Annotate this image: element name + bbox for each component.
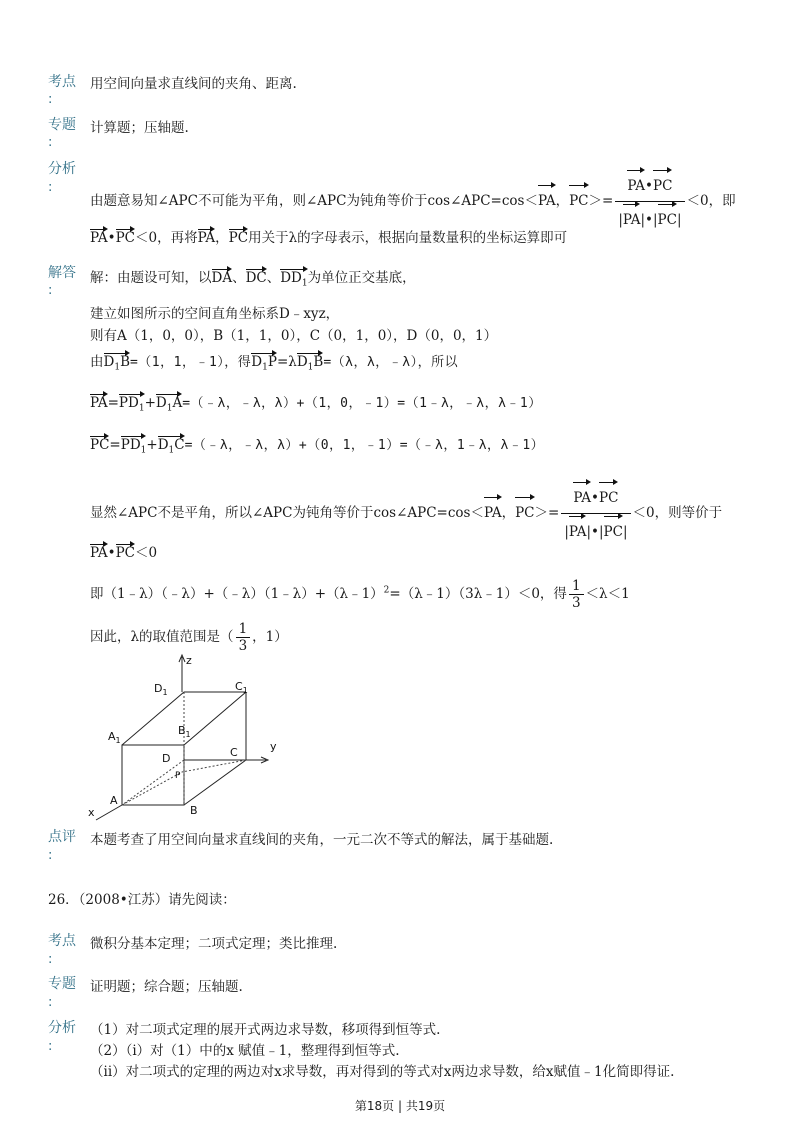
zhuanti-text: 计算题；压轴题. [90,120,189,136]
label-x: x [88,806,95,819]
label-y: y [270,740,277,753]
top-left-edge [122,692,184,745]
kaodian-label: 考点 [48,74,76,90]
label-a: A [110,794,118,807]
colon-mark: : [48,135,53,150]
kaodian-label: 考点 [48,933,76,949]
fenxi-label: 分析 [48,1020,76,1036]
label-c1: $C_1$ [235,680,248,695]
label-c: C [230,746,238,759]
fenxi-line-2: PA•PC＜0，再将PA，PC用关于λ的字母表示，根据向量数量积的坐标运算即可 [90,226,567,246]
jieda-line-2: 建立如图所示的空间直角坐标系D﹣xyz， [90,306,340,322]
kaodian-text: 微积分基本定理；二项式定理；类比推理. [90,936,338,952]
jieda-line-10: 因此，λ的取值范围是（ $\frac{1}{3}$ ，1） [90,621,288,654]
cos-fraction: $\frac{PA•PC}{|PA|•|PC|}$ [615,168,684,235]
kaodian-text: 用空间向量求直线间的夹角、距离. [90,76,297,92]
jieda-line-4: 由$D_1B=(1$，1，﹣1），得$D_1P=\lambda D_1B=(\lambda$，λ，﹣λ），所以 [90,350,458,373]
colon-mark: : [48,1039,53,1054]
top-right-edge [184,692,246,745]
label-d1: $D_1$ [154,682,168,697]
jieda-line-9: 即（1﹣λ）（﹣λ）+（﹣λ）（1﹣λ）+（λ﹣1）$^2$=（λ﹣1）（3λ﹣1）＜0，得 $\frac{1}{3}$ ＜λ＜1 [90,578,630,611]
fenxi-line-3: （ii）对二项式的定理的两边对x求导数，再对得到的等式对x两边求导数，给x赋值﹣1化简即得证. [90,1064,675,1080]
x-axis [96,805,122,820]
colon-mark: : [48,848,53,863]
label-a1: $A_1$ [108,730,121,745]
cos-fraction: $\frac{PA•PC}{|PA|•|PC|}$ [561,480,630,547]
page-footer: 第18页 | 共19页 [354,1099,446,1113]
label-b1: $B_1$ [178,724,191,739]
hidden-edge-da [122,760,184,805]
segment-pc [182,760,246,772]
label-z: z [186,654,192,667]
question-title: 26．（2008•江苏）请先阅读： [48,892,236,908]
colon-mark: : [48,92,53,107]
colon-mark: : [48,952,53,967]
colon-mark: : [48,283,53,298]
jieda-line-5: $PA=PD_1+D_1A=(﹣\lambda$，﹣λ，λ）+（1，0，﹣1）=（1﹣λ，﹣λ，λ﹣1） [90,392,542,414]
jieda-line-8: PA•PC＜0 [90,541,157,561]
label-b: B [190,804,198,817]
segment-pa [122,772,182,805]
fenxi-line-2: （2）（i）对（1）中的x 赋值﹣1，整理得到恒等式. [90,1043,400,1059]
zhuanti-text: 证明题；综合题；压轴题. [90,979,243,995]
fenxi-line-1: （1）对二项式定理的展开式两边求导数，移项得到恒等式. [90,1022,441,1038]
jieda-line-6: $PC=PD_1+D_1C=(﹣\lambda$，﹣λ，λ）+（0，1，﹣1）=（﹣λ，1﹣λ，λ﹣1） [90,434,544,456]
dianping-text: 本题考查了用空间向量求直线间的夹角，一元二次不等式的解法，属于基础题. [90,832,554,848]
fenxi-label: 分析 [48,161,76,177]
bottom-right-edge [184,760,246,805]
fenxi-line-1: 由题意易知∠APC不可能为平角，则∠APC为钝角等价于cos∠APC=cos＜PA，PC＞= $\frac{PA•PC}{|PA|•|PC|}$ ＜0，即 [90,168,736,235]
label-p: P [175,771,181,781]
zhuanti-label: 专题 [48,976,76,992]
colon-mark: : [48,995,53,1010]
dianping-label: 点评 [48,829,76,845]
jieda-line-3: 则有A（1，0，0），B（1，1，0），C（0，1，0），D（0，0，1） [90,328,498,344]
cube-figure [80,650,290,822]
zhuanti-label: 专题 [48,117,76,133]
label-d: D [162,752,171,765]
colon-mark: : [48,180,53,195]
jieda-label: 解答 [48,265,76,281]
jieda-line-7: 显然∠APC不是平角，所以∠APC为钝角等价于cos∠APC=cos＜PA，PC＞= $\frac{PA•PC}{|PA|•|PC|}$ ＜0，则等价于 [90,480,722,547]
jieda-line-1: 解：由题设可知，以DA、DC、$DD_1$为单位正交基底， [90,266,416,289]
